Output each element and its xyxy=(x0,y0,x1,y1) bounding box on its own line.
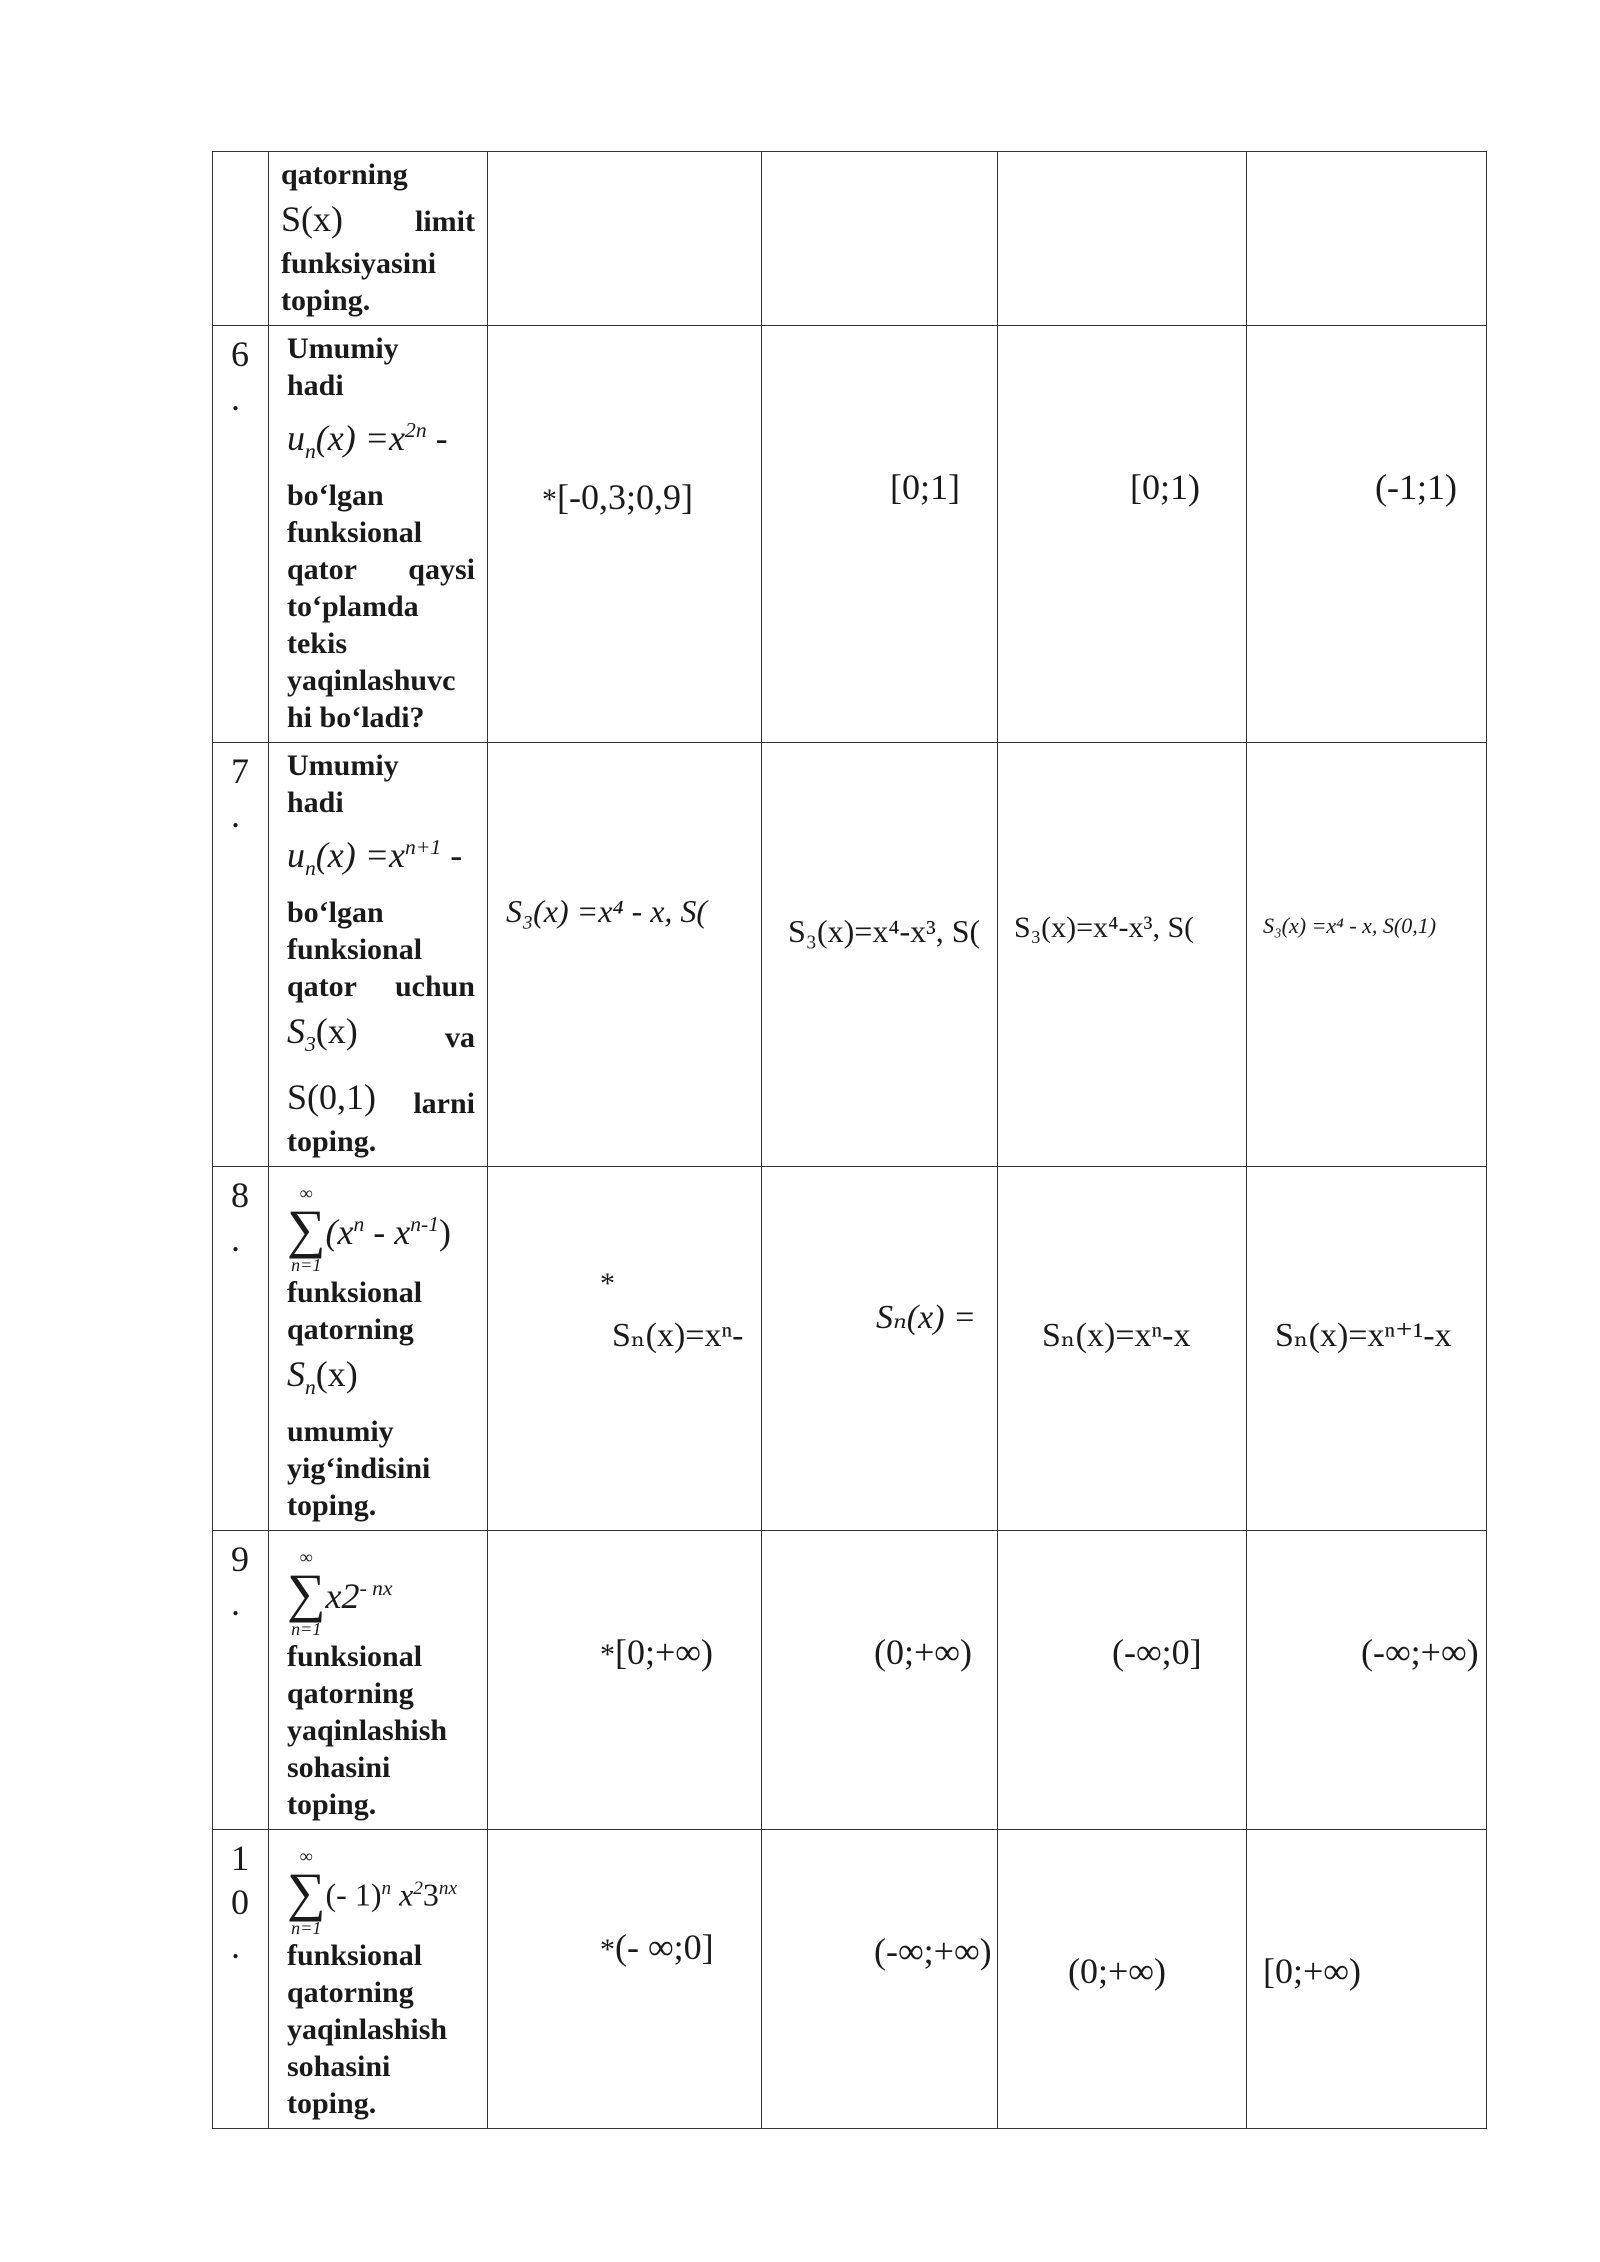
option-b-cell xyxy=(762,1829,998,2128)
row-number-second-digit: 0 xyxy=(231,1881,249,1922)
table-row xyxy=(213,152,1487,326)
option-d-cell xyxy=(1247,743,1487,1166)
option-a-cell xyxy=(488,1530,762,1829)
option-c-cell xyxy=(998,1829,1247,2128)
row-number-dot: . xyxy=(231,1218,240,1259)
math-expression: S(0,1) xyxy=(287,1076,376,1117)
question-text: Umumiy xyxy=(287,332,399,365)
question-text: yaqinlashish xyxy=(287,1713,448,1747)
question-text: qaysi xyxy=(408,553,475,587)
option-a: Sₙ(x)=xⁿ- xyxy=(612,1316,744,1354)
option-a-cell xyxy=(488,743,762,1166)
row-number: 7 xyxy=(231,751,249,792)
row-number: 1 xyxy=(231,1837,249,1878)
option-d-cell xyxy=(1247,1166,1487,1530)
option-d: [0;+∞) xyxy=(1263,1950,1361,1991)
question-text: larni xyxy=(413,1086,475,1120)
question-text: funksional xyxy=(287,933,423,967)
option-b-cell xyxy=(762,1530,998,1829)
option-b: S₃(x)=x⁴-x³, S( xyxy=(788,913,981,950)
question-text: va xyxy=(445,1021,475,1055)
table-row xyxy=(213,1829,1487,2128)
option-a xyxy=(488,1830,761,1968)
question-text: funksional xyxy=(287,516,423,550)
question-text: yaqinlashish xyxy=(287,2012,448,2046)
question-text: yig‘indisini xyxy=(287,1451,431,1485)
option-a xyxy=(488,326,761,518)
row-number-dot: . xyxy=(231,795,240,836)
math-expression: $u_n(x) =x^{2n}$ - xyxy=(287,418,448,464)
question-text: bo‘lgan xyxy=(287,896,384,930)
table-row xyxy=(213,743,1487,1166)
option-d-cell xyxy=(1247,1829,1487,2128)
option-c-cell xyxy=(998,1530,1247,1829)
question-text: Umumiy xyxy=(287,749,399,783)
question-text: qator xyxy=(287,970,357,1004)
question-text: umumiy xyxy=(287,1414,394,1448)
row-number: 9 xyxy=(231,1538,249,1579)
question-text: bo‘lgan xyxy=(287,479,384,513)
question-text: qatorning xyxy=(287,1676,414,1710)
question-text: hadi xyxy=(287,786,344,820)
sigma-icon: ∞ ∑ n=1 xyxy=(287,1182,326,1275)
option-d: (-1;1) xyxy=(1375,467,1457,507)
option-d-cell xyxy=(1247,1530,1487,1829)
question-text: qatorning xyxy=(281,158,408,191)
correct-answer-marker: * xyxy=(600,1637,615,1671)
question-cell xyxy=(269,743,488,1166)
option-c-cell xyxy=(998,743,1247,1166)
question-text: funksional xyxy=(287,1639,423,1673)
option-c-cell xyxy=(998,326,1247,743)
math-expression: $S_n(x)$ xyxy=(287,1353,358,1399)
option-b: [0;1] xyxy=(890,467,960,507)
row-number-cell xyxy=(213,326,269,743)
row-number: 6 xyxy=(231,334,249,374)
question-text: hi bo‘ladi? xyxy=(287,701,425,735)
option-c: (0;+∞) xyxy=(1068,1950,1166,1991)
question-text: limit xyxy=(415,205,475,238)
option-text: (- ∞;0] xyxy=(615,1926,714,1967)
row-number-cell xyxy=(213,1829,269,2128)
row-number-cell xyxy=(213,1530,269,1829)
row-number-cell xyxy=(213,743,269,1166)
question-text: qatorning xyxy=(287,1312,414,1346)
option-a-cell xyxy=(488,326,762,743)
option-a-cell xyxy=(488,1166,762,1530)
option-c: (-∞;0] xyxy=(1112,1631,1202,1672)
correct-answer-marker: * xyxy=(600,1932,615,1966)
option-d: (-∞;+∞) xyxy=(1361,1631,1479,1672)
correct-answer-marker: * xyxy=(600,1266,615,1300)
quiz-table xyxy=(212,151,1487,2129)
option-d-cell xyxy=(1247,326,1487,743)
option-d: S₃(x) =x⁴ - x, S(0,1) xyxy=(1263,913,1437,939)
option-c: [0;1) xyxy=(1130,467,1200,507)
option-c: Sₙ(x)=xⁿ-x xyxy=(1042,1316,1191,1354)
question-text: toping. xyxy=(287,1787,377,1821)
option-b-cell xyxy=(762,1166,998,1530)
question-text: sohasini xyxy=(287,1750,391,1784)
row-number: 8 xyxy=(231,1174,249,1215)
option-a xyxy=(488,1531,761,1673)
question-text: toping. xyxy=(281,284,371,317)
question-text: toping. xyxy=(287,2086,377,2120)
question-text: funksional xyxy=(287,1938,423,1972)
question-text: toping. xyxy=(287,1488,377,1522)
option-c-cell xyxy=(998,1166,1247,1530)
row-number-dot: . xyxy=(231,1925,240,1966)
math-expression: $S_3(x)$ xyxy=(287,1011,358,1057)
option-b: Sₙ(x) = xyxy=(876,1298,976,1336)
option-b: (0;+∞) xyxy=(874,1631,972,1672)
row-number-cell xyxy=(213,1166,269,1530)
sum-expression: ∞ ∑ n=1 (- 1)$^n$ $x^23^{nx}$ xyxy=(287,1845,457,1938)
option-c-cell xyxy=(998,152,1247,326)
question-cell xyxy=(269,152,488,326)
question-text: funksiyasini xyxy=(281,247,437,280)
question-text: tekis xyxy=(287,627,347,661)
math-expression: $u_n(x) =x^{n+1}$ - xyxy=(287,835,463,881)
option-b-cell xyxy=(762,326,998,743)
table-row xyxy=(213,1530,1487,1829)
option-c: S₃(x)=x⁴-x³, S( xyxy=(1014,911,1195,945)
question-text: hadi xyxy=(287,369,344,402)
question-text: to‘plamda xyxy=(287,590,419,624)
row-number-dot: . xyxy=(231,1582,240,1623)
row-number-cell xyxy=(213,152,269,326)
option-b-cell xyxy=(762,152,998,326)
table-row xyxy=(213,1166,1487,1530)
question-text: funksional xyxy=(287,1275,423,1309)
question-text: sohasini xyxy=(287,2049,391,2083)
option-a-cell xyxy=(488,1829,762,2128)
question-cell xyxy=(269,1530,488,1829)
option-d-cell xyxy=(1247,152,1487,326)
option-a: S₃(x) =x⁴ - x, S( xyxy=(506,893,708,930)
option-text: [0;+∞) xyxy=(615,1631,713,1672)
question-text: uchun xyxy=(394,970,475,1004)
sum-expression: ∞ ∑ n=1 $(x^n - x^{n-1})$ xyxy=(287,1182,452,1275)
option-d: Sₙ(x)=xⁿ⁺¹-x xyxy=(1275,1316,1452,1354)
sum-expression: ∞ ∑ n=1 $x2^{- nx}$ xyxy=(287,1546,393,1639)
sigma-icon: ∞ ∑ n=1 xyxy=(287,1546,326,1639)
question-text: toping. xyxy=(287,1124,377,1158)
table-row xyxy=(213,326,1487,743)
option-b: (-∞;+∞) xyxy=(874,1930,992,1971)
question-text: qatorning xyxy=(287,1975,414,2009)
question-cell xyxy=(269,1829,488,2128)
option-text: [-0,3;0,9] xyxy=(557,477,693,517)
math-expression: S(x) xyxy=(281,199,343,239)
question-text: qator xyxy=(287,553,357,587)
question-cell xyxy=(269,1166,488,1530)
question-cell xyxy=(269,326,488,743)
correct-answer-marker: * xyxy=(542,483,557,516)
option-a-cell xyxy=(488,152,762,326)
question-text: yaqinlashuvc xyxy=(287,664,456,698)
sigma-icon: ∞ ∑ n=1 xyxy=(287,1845,326,1938)
row-number-dot: . xyxy=(231,378,240,418)
option-b-cell xyxy=(762,743,998,1166)
